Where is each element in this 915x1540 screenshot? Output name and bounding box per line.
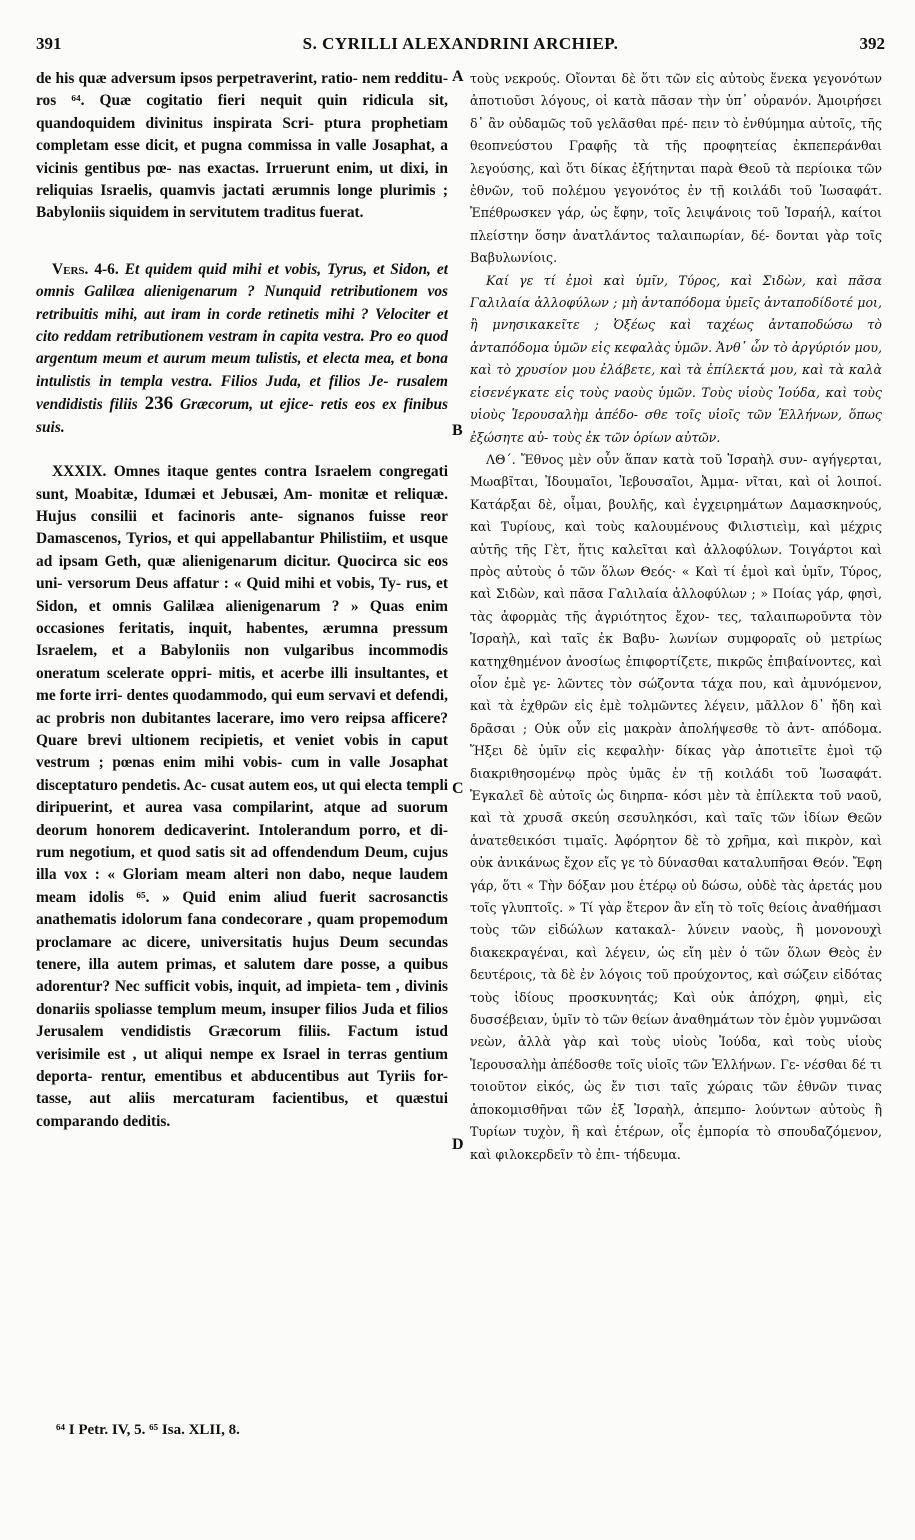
verse-number: 236 — [144, 393, 174, 415]
verse-text-a: Et quidem quid mihi et vobis, Tyrus, et Sidon, et omnis Galilæa alienigenarum ? Nunquid retributionem vos retribuitis mihi, aut iram in corde retinetis mihi ? Velociter et cito reddam retributionem vestram in capita vestra. Pro eo quod argentum meum et aurum meum tulistis, et electa mea, et bona intulistis in templa vestra. Filios Juda, et filios Je- rusalem vendidistis filiis — [36, 260, 448, 414]
margin-letter-c: C — [452, 780, 464, 797]
footnotes: ⁶⁴ I Petr. IV, 5. ⁶⁵ Isa. XLII, 8. — [56, 1422, 240, 1438]
margin-letter-b: B — [452, 422, 463, 439]
running-header — [36, 34, 885, 58]
latin-paragraph-1: de his quæ adversum ipsos perpetraverint, ratio- nem reddituros ⁶⁴. Quæ cogitatio fieri nequit quin ridicula sit, quandoquidem divinitus inspirata Scri- ptura prophetiam completam esse dicit, et pugna commissa in valle Josaphat, a vicinis gentibus pœ- nas exactas. Irruerunt enim, ut dixi, in reliquias Israelis, quamvis jactati ærumnis longe plurimis ; Babyloniis siquidem in servitutem traditus fuerat. — [36, 70, 448, 222]
latin-paragraph-2: XXXIX. Omnes itaque gentes contra Israelem congregati sunt, Moabitæ, Idumæi et Jebusæi, Am- monitæ et reliquæ. Hujus consilii et facinoris ante- signanos fuisse reor Damascenos, Tyrios, et qui appellabantur Philistiim, et usque ad ipsam Geth, quæ alienigenarum dicitur. Quocirca sic eos uni- versorum Deus affatur : « Quid mihi et vobis, Ty- rus, et Sidon, et omnis Galilæa alienigenarum ? » Quas enim occasiones feritatis, inquit, habentes, ærumna pressum Israelem, et a Babyloniis non vulgaribus incommodis oneratum scelerate oppri- mitis, et acerbe illi insultantes, et me forte irri- dentes quodammodo, qui eum servavi et defendi, ac probris non dubitantes lacerare, imo vero reipsa afficere? Quare brevi ultionem recipietis, et veniet vobis in caput vestrum ; pœnas enim mihi vobis- cum in valle Josaphat disceptaturo pendetis. Ac- cusat autem eos, ut qui electa templi diripuerint, et aurea vasa compilarint, atque ad suorum deorum honorem dedicaverint. Intolerandum porro, et di- rum negotium, et quod satis sit ad offendendum Deum, cujus illa vox : « Gloriam meam alteri non dabo, neque laudem meam idolis ⁶⁵. » Quid enim aliud fuerit sacrosanctis anathematis idolorum fana condecorare , quam propemodum proclamare ac dicere, universitatis hujus Deum secundas tenere, illa autem primas, et salutem dare posse, a quibus adorentur? Nec sufficit vobis, inquit, ad impieta- tem , divinis donariis spoliasse templum meum, insuper filios Juda et filios Jerusalem vendidistis Græcorum filiis. Factum istud verisimile est , ut aliqui nempe ex Israel in terras gentium deporta- rentur, ementibus et abducentibus aut Tyriis for- tasse, aut aliis mercaturam facientibus, et quæstui comparando deditis. — [36, 463, 448, 1130]
verse-text-b: Græcorum, ut ejice- retis eos ex finibus suis. — [36, 396, 448, 436]
greek-column — [470, 68, 882, 1166]
latin-verse-block — [36, 259, 448, 439]
latin-column — [36, 68, 448, 1133]
greek-paragraph-1: τοὺς νεκρούς. Οἴονται δὲ ὅτι τῶν εἰς αὐτοὺς ἕνεκα γεγονότων ἀποτιοῦσι λόγους, οἱ κατὰ πᾶσαν τὴν ὑπ᾽ οὐρανόν. Ἀμοιρήσει δ᾽ ἂν οὐδαμῶς τοῦ γελᾶσθαι πρέ- πειν τὸ ἐνθύμημα αὐτοῖς, τῆς θεοπνεύστου Γραφῆς τὰ τῆς προφητείας ἐκπεπεράνθαι λεγούσης, καὶ ὅτι δίκας ἐξήτηνται παρὰ Θεοῦ τὰ περίοικα τῶν ἐθνῶν, τοῦ πολέμου γεγονότος ἐν τῇ κοιλάδι τοῦ Ἰωσαφάτ. Ἐπέθρωσκεν γάρ, ὡς ἔφην, τοῖς λειψάνοις τοῦ Ἰσραήλ, καίτοι πλείστην ὅσην ἀνατλάντος ταλαιπωρίαν, δέ- δονται γὰρ τοῖς Βαβυλωνίοις. — [470, 71, 882, 266]
page-number-right: 392 — [859, 34, 885, 53]
page-number-left: 391 — [36, 34, 62, 53]
greek-paragraph-2: ΛΘ΄. Ἔθνος μὲν οὖν ἅπαν κατὰ τοῦ Ἰσραὴλ συν- αγήγερται, Μωαβῖται, Ἰδουμαῖοι, Ἰεβουσαῖοι, Ἀμμα- νῖται, καὶ οἱ λοιποί. Κατάρξαι δὲ, οἶμαι, βουλῆς, καὶ ἐγχειρημάτων Δαμασκηνούς, καὶ Τυρίους, καὶ τοὺς καλουμένους Φιλιστιεὶμ, καὶ μέχρις αὐτῆς τῆς Γὲτ, ἥτις καλεῖται καὶ ἀλλοφύλων. Τοιγάρτοι καὶ πρὸς αὐτοὺς ὁ τῶν ὅλων Θεός· « Καὶ τί ἐμοὶ καὶ ὑμῖν, Τύρος, καὶ Σιδὼν, καὶ πᾶσα Γαλιλαία ἀλλοφύλων ; » Ποίας γάρ, φησὶ, τὰς ἀφορμὰς τῆς ἀγριότητος ἔχον- τες, ταλαιπωροῦντα τὸν Ἰσραὴλ, καὶ ταῖς ἐκ Βαβυ- λωνίων συμφοραῖς οὐ μετρίως κατηχθημένον ἀνοσίως ἐπιφορτίζετε, πικρῶς ἐπιβαίνοντες, καὶ οἷον ἐμὲ γε- λῶντες τὸν σώζοντα τάχα που, καὶ ἀμυνόμενον, καὶ τὰ ἐχθρῶν εἰς ἐμὲ τολμῶντες λέγειν, μᾶλλον δ᾽ ἤδη καὶ δρᾶσαι ; Οὐκ οὖν εἰς μακρὰν ἀπολήψεσθε τὸ ἀντ- απόδομα. Ἥξει δὲ ὑμῖν εἰς κεφαλὴν· δίκας γὰρ ἀποτιεῖτε ἐμοὶ τῷ διακριθησομένῳ πρὸς ὑμᾶς ἐν τῇ κοιλάδι τοῦ Ἰωσαφάτ. Ἐγκαλεῖ δὲ αὐτοῖς ὡς διηρπα- κόσι μὲν τὰ ἐπίλεκτα τοῦ ναοῦ, καὶ τὰ χρυσᾶ σκεύη σεσυληκόσι, καὶ ταῖς τῶν ἰδίων Θεῶν ἀνατεθεικόσι τιμαῖς. Ἀφόρητον δὲ τὸ χρῆμα, καὶ πικρὸν, καὶ οὐκ ἀνικάνως ἔχον εἴς γε τὸ δύνασθαι καταλυπῆσαι Θεόν. Ἔφη γάρ, ὅτι « Τὴν δόξαν μου ἑτέρῳ οὐ δώσω, οὐδὲ τὰς ἀρετάς μου τοῖς γλυπτοῖς. » Τί γὰρ ἕτερον ἂν εἴη τὸ τοῖς θείοις ἀναθήμασι τοὺς τῶν εἰδώλων κατακαλ- λύνειν ναοὺς, ἢ μονονουχὶ διακεκραγέναι, καὶ λέγειν, ὡς εἴη μὲν ὁ τῶν ὅλων Θεὸς ἐν δευτέροις, τὰ δὲ ἐν λόγοις τοῦ προύχοντος, καὶ σώζειν εἰδότας τοὺς ἰδίους προσκυνητάς; Καὶ οὐκ ἀπόχρη, φημὶ, εἰς δυσσέβειαν, ὑμῖν τὸ τῶν θείων ἀναθημάτων τὸν ἐμὸν γυμνῶσαι νεὼν, ἀλλὰ γὰρ καὶ τοὺς υἱοὺς Ἰούδα, καὶ τοὺς υἱοὺς Ἱερουσαλὴμ ἀπέδοσθε τοῖς υἱοῖς τῶν Ἑλλήνων. Γε- νέσθαι δέ τι τοιοῦτον εἰκός, ὡς ἔν τισι ταῖς χώραις τῶν ἐθνῶν τινας ἀποκομισθῆναι τῶν ἐξ Ἰσραὴλ, ἀπεμπο- λούντων αὐτοὺς ἢ Τυρίων τυχὸν, ἢ καὶ ἑτέρων, οἷς ἐμπορία τὸ σπουδαζόμενον, καὶ φιλοκερδεῖν τὸ ἐπι- τήδευμα. — [470, 451, 882, 1162]
running-title: S. CYRILLI ALEXANDRINI ARCHIEP. — [302, 34, 619, 53]
margin-letter-d: D — [452, 1136, 464, 1153]
verse-label: Vers. 4-6. — [52, 260, 119, 278]
margin-letter-a: A — [452, 68, 464, 85]
greek-verse-block: Καί γε τί ἐμοὶ καὶ ὑμῖν, Τύρος, καὶ Σιδὼν, καὶ πᾶσα Γαλιλαία ἀλλοφύλων ; μὴ ἀνταπόδομα ὑμεῖς ἀνταποδίδοτέ μοι, ἢ μνησικακεῖτε ; Ὀξέως καὶ ταχέως ἀνταποδώσω τὸ ἀνταπόδομα ὑμῶν εἰς κεφαλὰς ὑμῶν. Ἀνθ᾽ ὧν τὸ ἀργύριόν μου, καὶ τὸ χρυσίον μου ἐλάβετε, καὶ τὰ ἐπίλεκτά μου, καὶ τὰ καλὰ εἰσενέγκατε εἰς τοὺς ναοὺς ὑμῶν. Τοὺς υἱοὺς Ἰούδα, καὶ τοὺς υἱοὺς Ἱερουσαλὴμ ἀπέδο- σθε τοῖς υἱοῖς τῶν Ἑλλήνων, ὅπως ἐξώσητε αὐ- τοὺς ἐκ τῶν ὁρίων αὐτῶν. — [470, 272, 882, 445]
